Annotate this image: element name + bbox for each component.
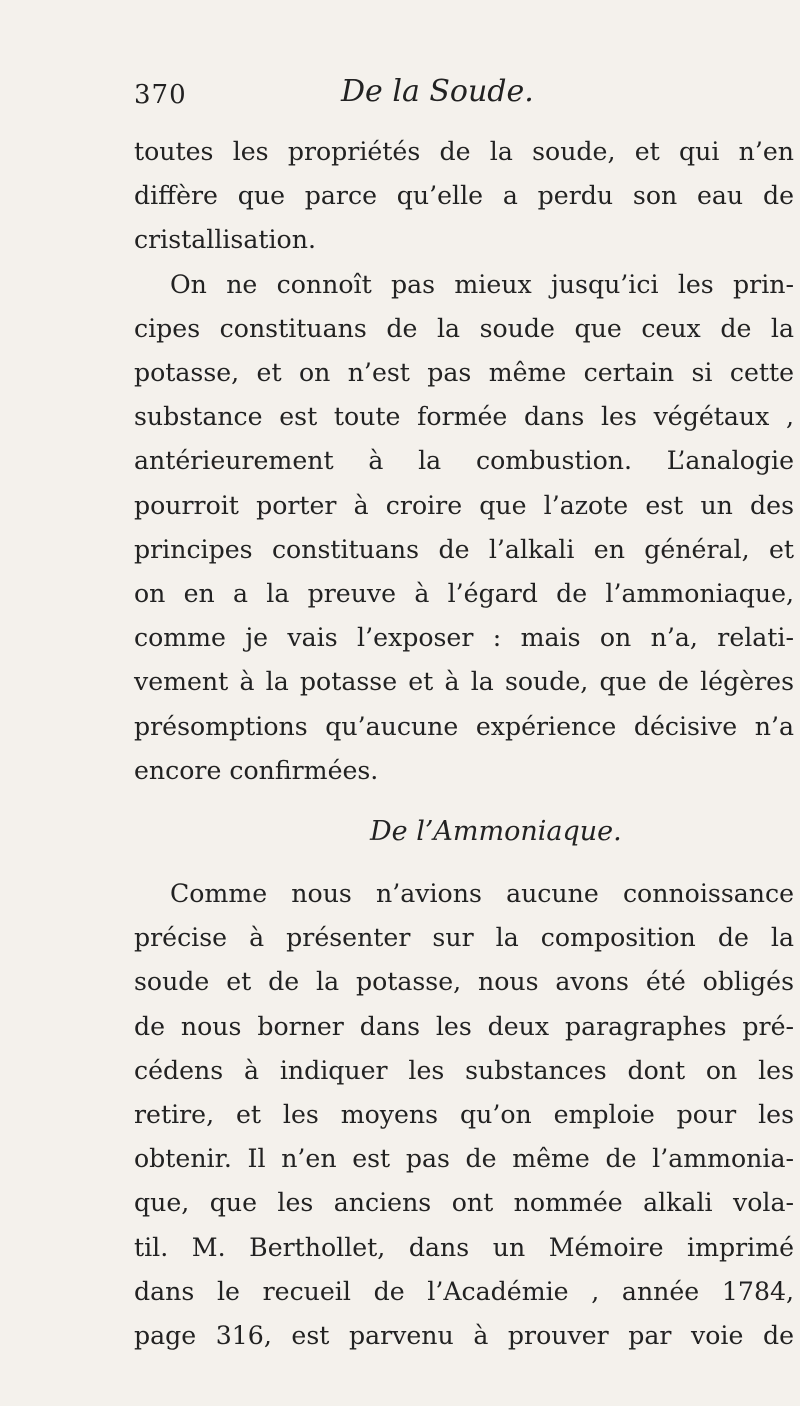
text-line: que, que les anciens ont nommée alkali vola- <box>134 1188 794 1218</box>
text-line: encore confirmées. <box>134 755 379 785</box>
text-line: On ne connoît pas mieux jusqu’ici les prin- <box>170 269 794 299</box>
text-line: obtenir. Il n’en est pas de même de l’ammonia- <box>134 1144 794 1174</box>
text-line: principes constituans de l’alkali en général, et <box>134 534 794 564</box>
text-line: comme je vais l’exposer : mais on n’a, relati- <box>134 623 794 653</box>
text-line: potasse, et on n’est pas même certain si cette <box>134 358 794 388</box>
text-line: soude et de la potasse, nous avons été obligés <box>134 967 794 997</box>
paragraph-1 <box>134 130 794 263</box>
page-number: 370 <box>134 80 187 110</box>
paragraph-2 <box>134 263 794 793</box>
text-line: cédens à indiquer les substances dont on les <box>134 1055 794 1085</box>
running-head: De la Soude. <box>341 74 534 109</box>
text-line: diffère que parce qu’elle a perdu son eau de <box>134 181 794 211</box>
text-line: de nous borner dans les deux paragraphes pré- <box>134 1011 794 1041</box>
text-line: toutes les propriétés de la soude, et qui n’en <box>134 137 794 166</box>
text-line: antérieurement à la combustion. L’analogie <box>134 446 794 476</box>
text-line: présomptions qu’aucune expérience décisive n’a <box>134 711 794 741</box>
paragraph-3 <box>134 872 794 1358</box>
text-line: cristallisation. <box>134 225 316 255</box>
body-text <box>134 130 794 1358</box>
text-line: page 316, est parvenu à prouver par voie de <box>134 1321 794 1351</box>
text-line: précise à présenter sur la composition de la <box>134 923 794 953</box>
text-line: til. M. Berthollet, dans un Mémoire imprimé <box>134 1232 794 1262</box>
text-line: on en a la preuve à l’égard de l’ammoniaque, <box>134 579 794 609</box>
text-line: cipes constituans de la soude que ceux de la <box>134 313 794 343</box>
text-line: substance est toute formée dans les végétaux , <box>134 402 794 432</box>
text-line: retire, et les moyens qu’on emploie pour les <box>134 1100 794 1130</box>
page-header <box>134 72 774 116</box>
text-line: vement à la potasse et à la soude, que de légères <box>134 667 794 697</box>
section-heading: De l’Ammoniaque. <box>370 816 622 848</box>
text-line: dans le recueil de l’Académie , année 1784, <box>134 1276 794 1306</box>
text-line: pourroit porter à croire que l’azote est un des <box>134 490 794 520</box>
text-line: Comme nous n’avions aucune connoissance <box>170 879 794 909</box>
